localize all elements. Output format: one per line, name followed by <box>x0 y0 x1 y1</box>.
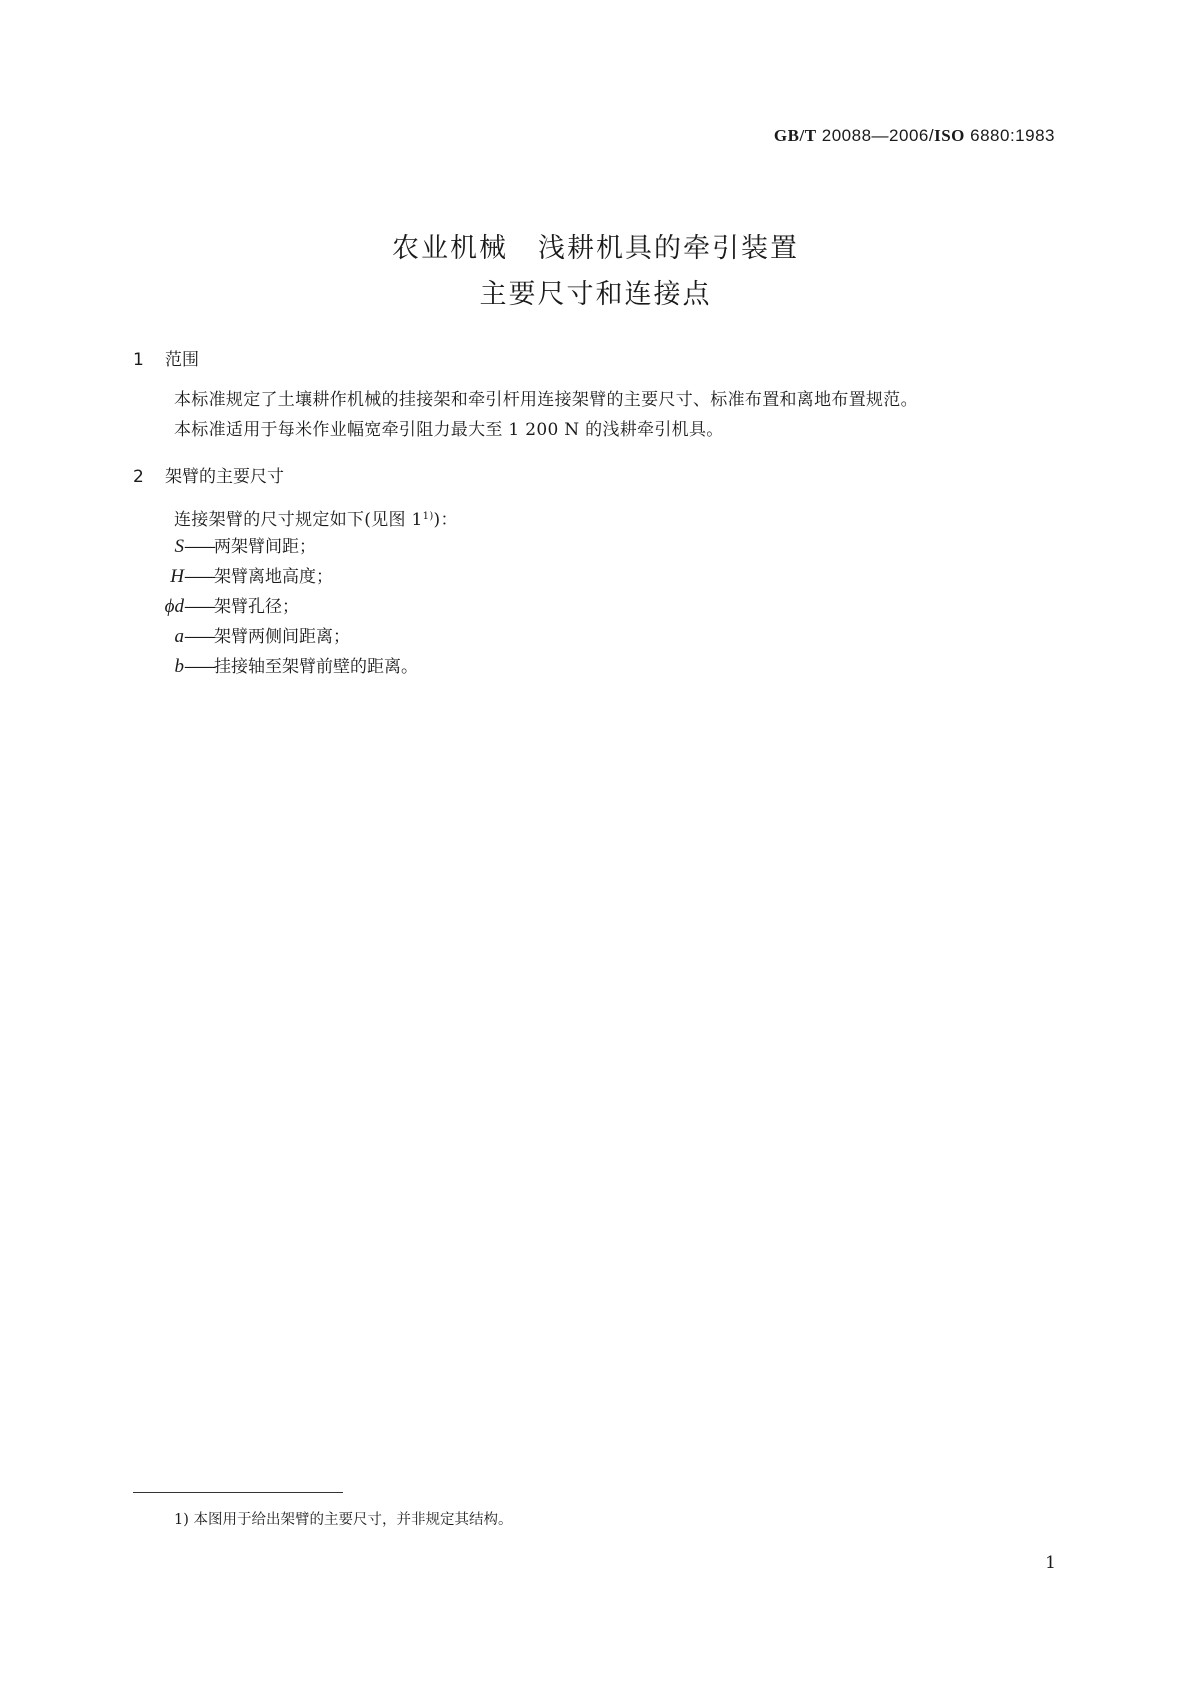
definition-dash: —— <box>184 567 214 587</box>
title-part-a: 农业机械 <box>392 233 508 264</box>
section-1-number: 1 <box>133 350 144 370</box>
document-title <box>0 226 1191 318</box>
definition-symbol: S <box>174 536 184 557</box>
footnote-ref: 1) <box>422 511 434 522</box>
code-prefix: GB/T <box>773 126 817 145</box>
definition-text: 架臂孔径； <box>214 597 299 617</box>
definition-dash: —— <box>184 627 214 647</box>
section-1-para-2: 本标准适用于每米作业幅宽牵引阻力最大至 1 200 N 的浅耕牵引机具。 <box>174 420 724 440</box>
definition-text: 挂接轴至架臂前壁的距离。 <box>214 657 418 677</box>
code-number: 20088—2006/ <box>821 126 935 145</box>
definition-row <box>150 532 316 562</box>
definition-row <box>150 652 418 682</box>
definition-dash: —— <box>184 657 214 677</box>
definition-row <box>150 592 299 622</box>
section-1-title: 范围 <box>165 350 199 370</box>
definition-row <box>150 562 333 592</box>
definition-text: 架臂离地高度； <box>214 567 333 587</box>
definition-text: 两架臂间距； <box>214 537 316 557</box>
section-2-number: 2 <box>133 467 144 487</box>
footnote: 1) 本图用于给出架臂的主要尺寸，并非规定其结构。 <box>174 1512 513 1528</box>
definition-dash: —— <box>184 597 214 617</box>
definition-row <box>150 622 350 652</box>
title-part-b: 浅耕机具的牵引装置 <box>538 233 799 264</box>
definition-symbol: ϕd <box>164 596 184 617</box>
title-line-2: 主要尺寸和连接点 <box>479 279 712 310</box>
definition-dash: —— <box>184 537 214 557</box>
title-line-1 <box>0 226 1191 272</box>
footnote-divider <box>133 1492 343 1493</box>
section-1-heading <box>133 345 199 370</box>
intro-end: )： <box>433 510 458 530</box>
section-2-heading <box>133 462 284 487</box>
code-iso-number: 6880:1983 <box>970 126 1055 145</box>
page-number: 1 <box>1045 1553 1056 1573</box>
definition-symbol: b <box>174 656 184 677</box>
intro-text: 连接架臂的尺寸规定如下(见图 1 <box>174 510 423 530</box>
definition-symbol: a <box>174 626 184 647</box>
code-iso: ISO <box>934 126 965 145</box>
section-1-para-1: 本标准规定了土壤耕作机械的挂接架和牵引杆用连接架臂的主要尺寸、标准布置和离地布置规范。 <box>174 390 918 410</box>
definition-symbol: H <box>170 566 184 587</box>
section-2-title: 架臂的主要尺寸 <box>165 467 284 487</box>
standard-code <box>774 126 1055 146</box>
definition-text: 架臂两侧间距离； <box>214 627 350 647</box>
